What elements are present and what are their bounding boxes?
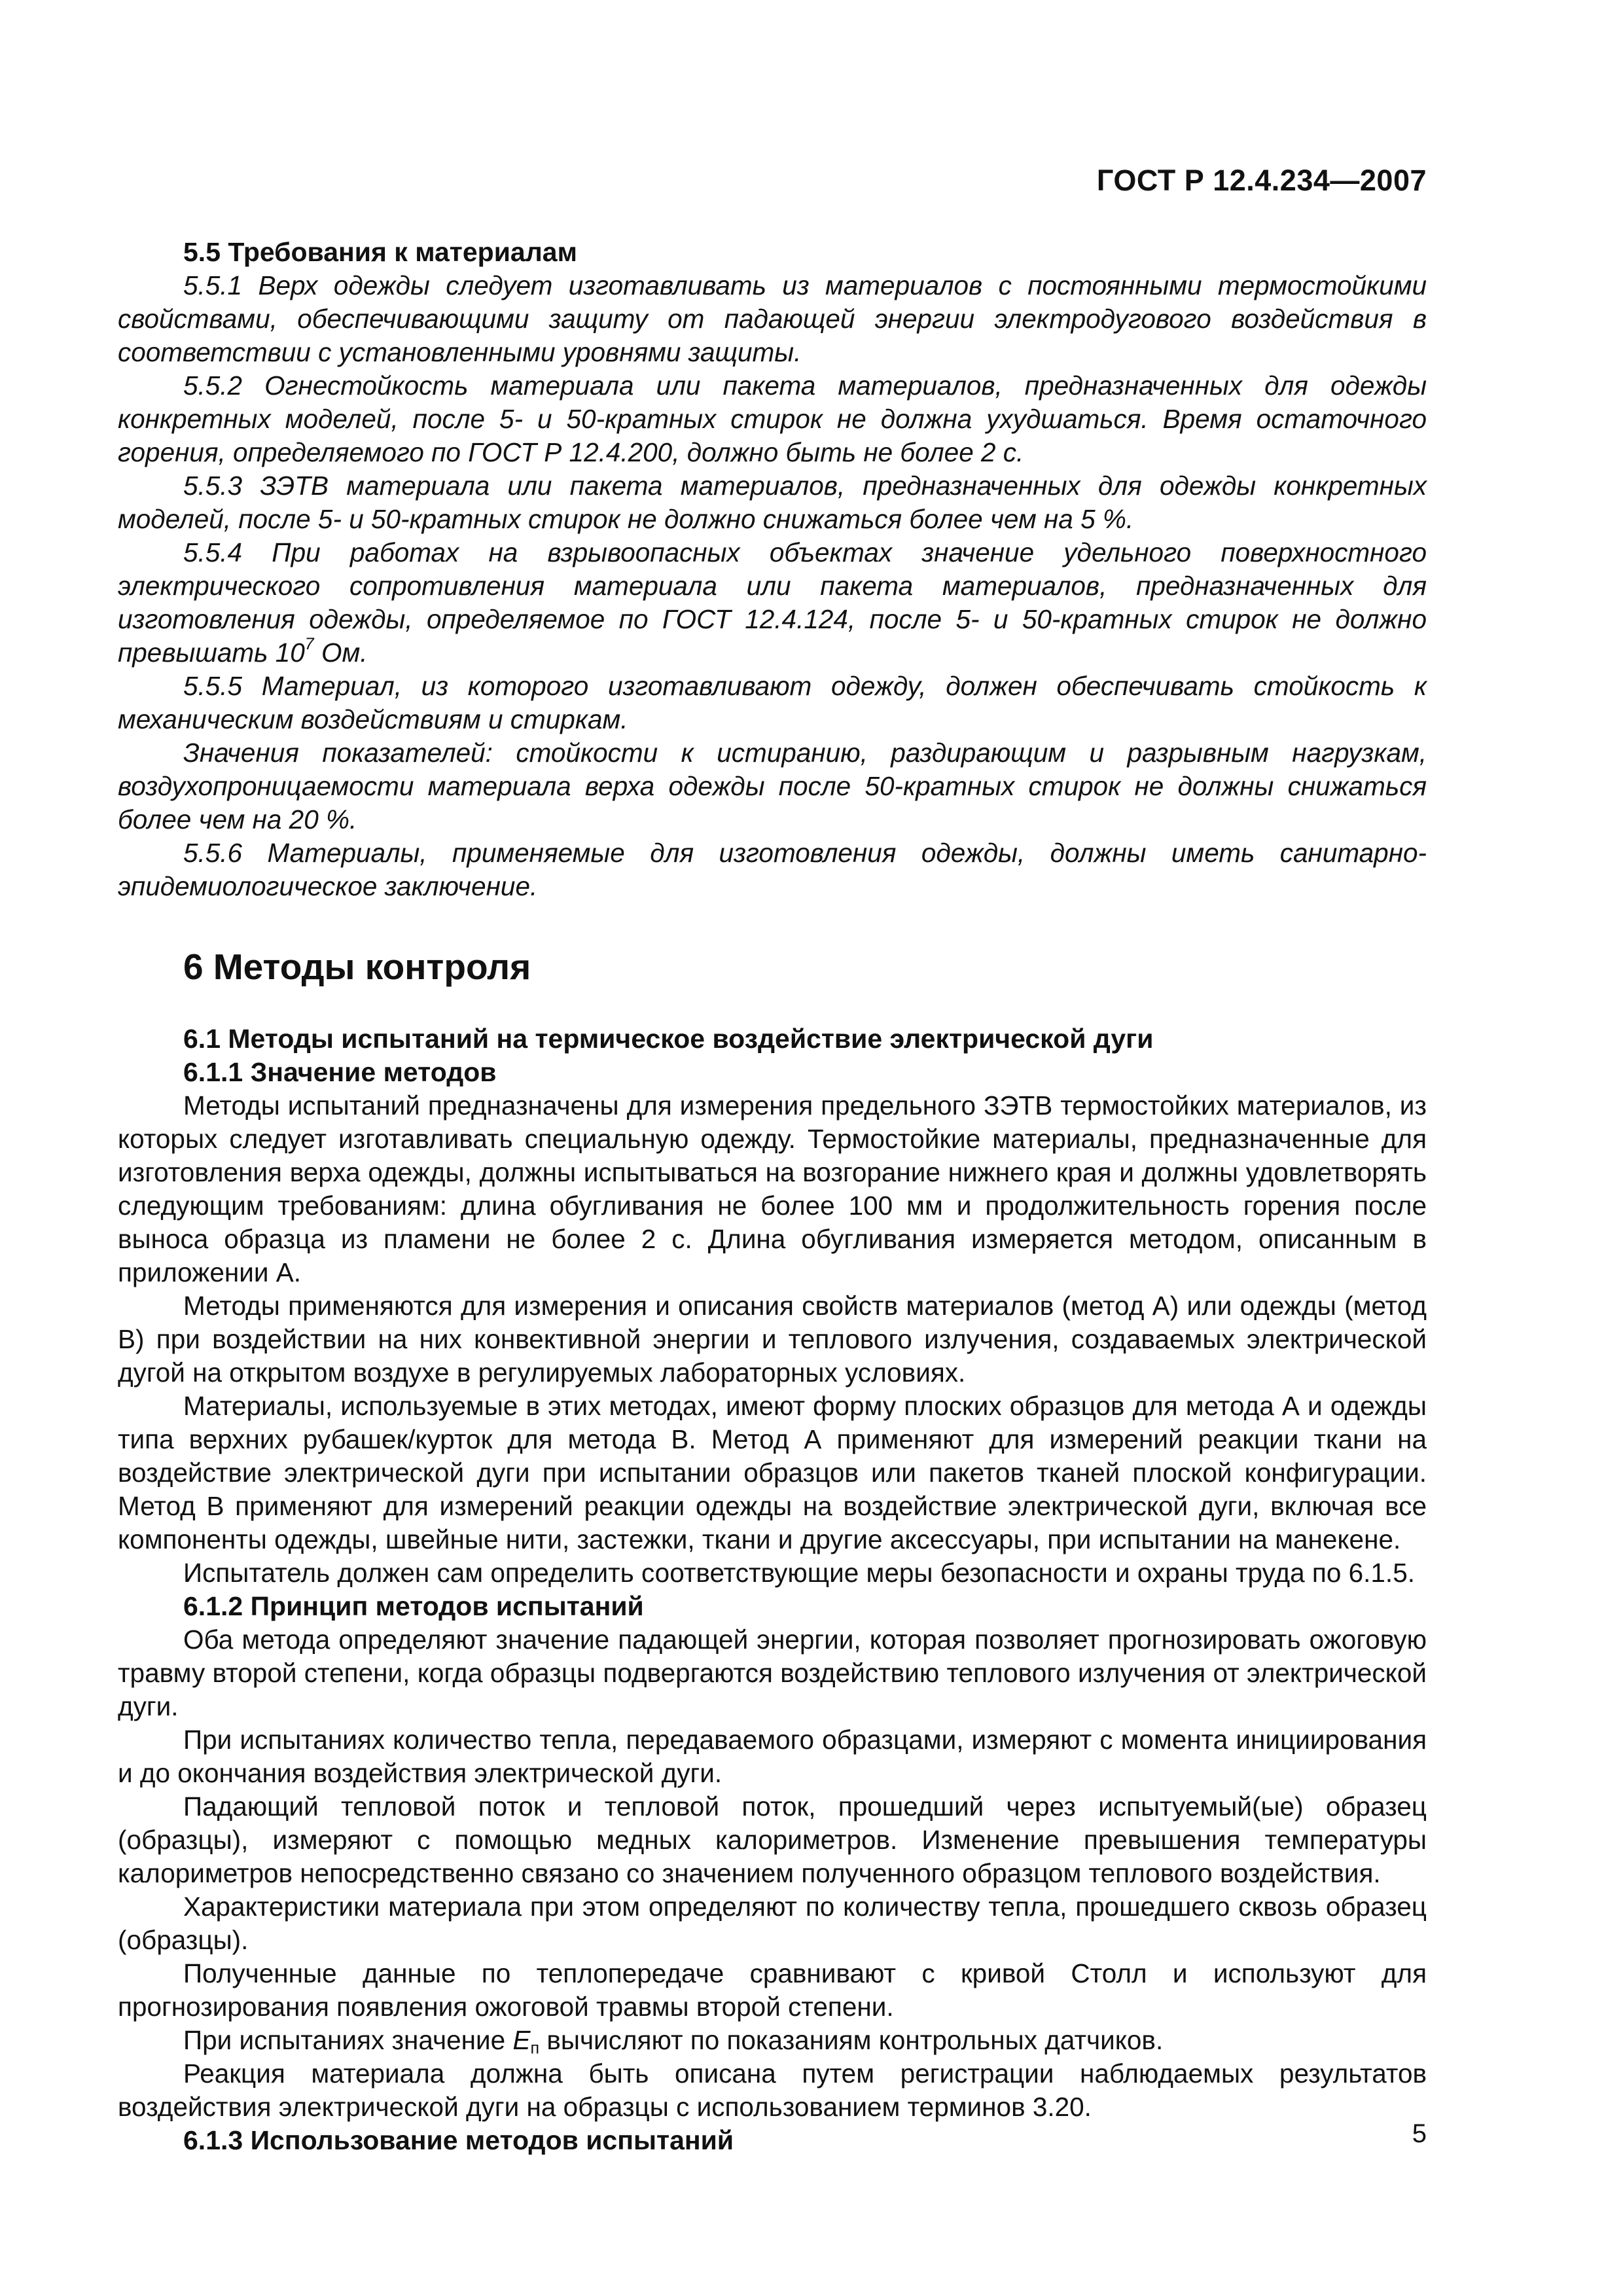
paragraph-5-5-6: 5.5.6 Материалы, применяемые для изготовления одежды, должны иметь санитарно-эпидемиологическое заключение. — [118, 838, 1427, 901]
paragraph-6-1-2-b: При испытаниях количество тепла, передаваемого образцами, измеряют с момента инициирования и до окончания воздействия электрической дуги. — [118, 1725, 1427, 1788]
paragraph-6-1-2-d: Характеристики материала при этом определяют по количеству тепла, прошедшего сквозь образец (образцы). — [118, 1892, 1427, 1955]
paragraph-5-5-4 — [118, 536, 1427, 670]
subsection-6-1-2-title: 6.1.2 Принцип методов испытаний — [183, 1591, 644, 1621]
document-code: ГОСТ Р 12.4.234—2007 — [1096, 164, 1427, 197]
subsection-6-1-title: 6.1 Методы испытаний на термическое воздействие электрической дуги — [183, 1024, 1154, 1054]
paragraph-5-5-4-text: 5.5.4 При работах на взрывоопасных объектах значение удельного поверхностного электрического сопротивления материала или пакета материалов, предназначенных для изготовления одежды, определяемое по ГОСТ 12.4.124, после 5- и 50-кратных стирок не должно превышать 10 — [118, 537, 1427, 668]
paragraph-6-1-2-f-start: При испытаниях значение — [183, 2025, 513, 2055]
paragraph-6-1-1-c: Материалы, используемые в этих методах, имеют форму плоских образцов для метода А и одежды типа верхних рубашек/курток для метода В. Метод А применяют для измерений реакции ткани на воздействие электрической дуги при испытании образцов или пакетов тканей плоской конфигурации. Метод В применяют для измерений реакции одежды на воздействие электрической дуги, включая все компоненты одежды, швейные нити, застежки, ткани и другие аксессуары, при испытании на манекене. — [118, 1391, 1427, 1554]
section-6-title: 6 Методы контроля — [183, 946, 531, 987]
variable-subscript: п — [530, 2039, 540, 2058]
paragraph-6-1-2-a: Оба метода определяют значение падающей энергии, которая позволяет прогнозировать ожоговую травму второй степени, когда образцы подвергаются воздействию теплового излучения от электрической дуги. — [118, 1624, 1427, 1721]
paragraph-5-5-3: 5.5.3 ЗЭТВ материала или пакета материалов, предназначенных для одежды конкретных моделей, после 5- и 50-кратных стирок не должно снижаться более чем на 5 %. — [118, 471, 1427, 534]
paragraph-6-1-2-e: Полученные данные по теплопередаче сравнивают с кривой Столл и используют для прогнозирования появления ожоговой травмы второй степени. — [118, 1958, 1427, 2022]
paragraph-6-1-2-f-end: вычисляют по показаниям контрольных датчиков. — [539, 2025, 1164, 2055]
variable-e: E — [512, 2025, 531, 2055]
paragraph-5-5-5-values: Значения показателей: стойкости к истиранию, раздирающим и разрывным нагрузкам, воздухопроницаемости материала верха одежды после 50-кратных стирок не должны снижаться более чем на 20 %. — [118, 738, 1427, 834]
paragraph-6-1-2-g: Реакция материала должна быть описана путем регистрации наблюдаемых результатов воздействия электрической дуги на образцы с использованием терминов 3.20. — [118, 2058, 1427, 2122]
unit-ohm: Ом. — [313, 637, 368, 668]
paragraph-5-5-5: 5.5.5 Материал, из которого изготавливают одежду, должен обеспечивать стойкость к механическим воздействиям и стиркам. — [118, 671, 1427, 734]
page-number: 5 — [1412, 2119, 1427, 2148]
paragraph-6-1-2-f — [118, 2024, 1427, 2057]
paragraph-6-1-1-a: Методы испытаний предназначены для измерения предельного ЗЭТВ термостойких материалов, из которых следует изготавливать специальную одежду. Термостойкие материалы, предназначенные для изготовления верха одежды, должны испытываться на возгорание нижнего края и должны удовлетворять следующим требованиям: длина обугливания не более 100 мм и продолжительность горения после выноса образца из пламени не более 2 с. Длина обугливания измеряется методом, описанным в приложении А. — [118, 1090, 1427, 1287]
paragraph-6-1-1-d: Испытатель должен сам определить соответствующие меры безопасности и охраны труда по 6.1.5. — [183, 1558, 1415, 1588]
subsection-6-1-3-title: 6.1.3 Использование методов испытаний — [183, 2125, 734, 2155]
paragraph-6-1-1-b: Методы применяются для измерения и описания свойств материалов (метод А) или одежды (метод В) при воздействии на них конвективной энергии и теплового излучения, создаваемых электрической дугой на открытом воздухе в регулируемых лабораторных условиях. — [118, 1291, 1427, 1388]
subsection-6-1-1-title: 6.1.1 Значение методов — [183, 1057, 497, 1087]
subsection-5-5-title: 5.5 Требования к материалам — [183, 237, 577, 267]
page-content — [118, 236, 1427, 2157]
paragraph-6-1-2-c: Падающий тепловой поток и тепловой поток, прошедший через испытуемый(ые) образец (образцы), измеряют с помощью медных калориметров. Изменение превышения температуры калориметров непосредственно связано со значением полученного образцом теплового воздействия. — [118, 1791, 1427, 1888]
exponent: 7 — [304, 635, 314, 654]
paragraph-5-5-1: 5.5.1 Верх одежды следует изготавливать из материалов с постоянными термостойкими свойствами, обеспечивающими защиту от падающей энергии электродугового воздействия в соответствии с установленными уровнями защиты. — [118, 270, 1427, 367]
paragraph-5-5-2: 5.5.2 Огнестойкость материала или пакета материалов, предназначенных для одежды конкретных моделей, после 5- и 50-кратных стирок не должна ухудшаться. Время остаточного горения, определяемого по ГОСТ Р 12.4.200, должно быть не более 2 с. — [118, 370, 1427, 467]
